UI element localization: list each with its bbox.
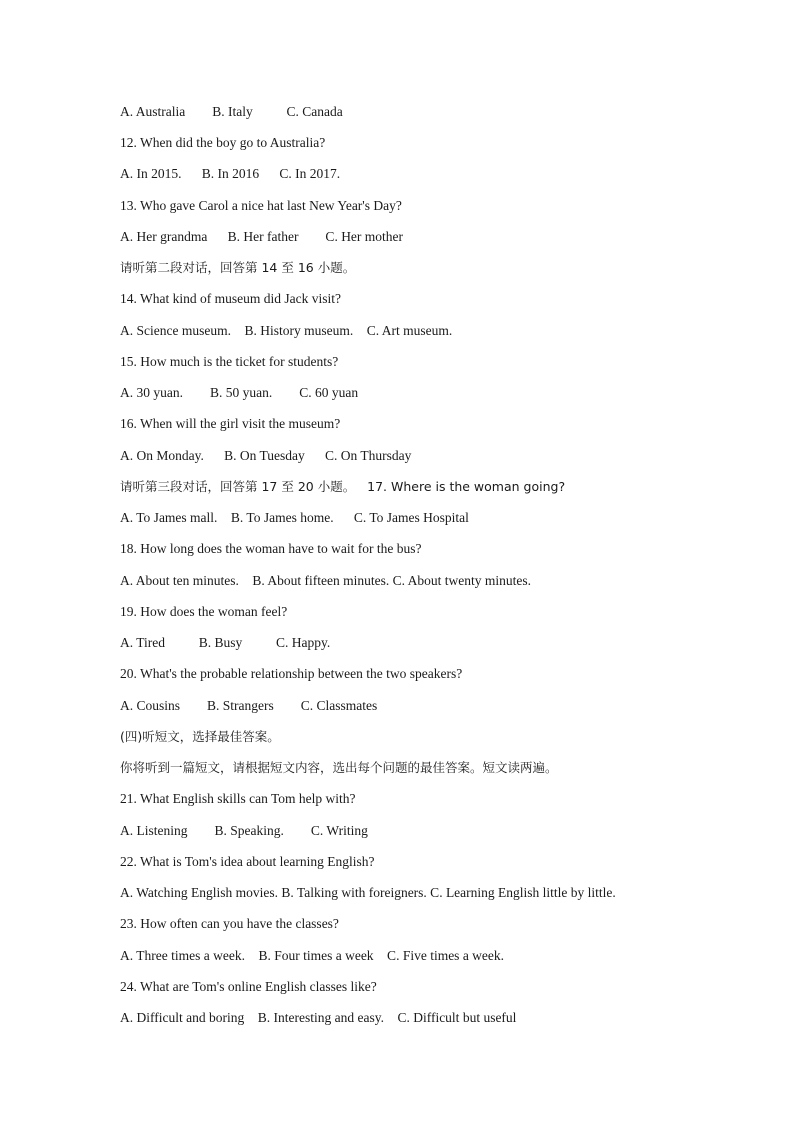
options-line: A. Difficult and boring B. Interesting and easy. C. Difficult but useful [120, 1010, 517, 1025]
options-line: A. In 2015. B. In 2016 C. In 2017. [120, 166, 341, 181]
options-line: A. Cousins B. Strangers C. Classmates [120, 698, 378, 713]
question-line: 16. When will the girl visit the museum? [120, 416, 341, 431]
options-line: A. Listening B. Speaking. C. Writing [120, 823, 368, 838]
section-heading: (四)听短文，选择最佳答案。 [120, 729, 280, 744]
options-line: A. Watching English movies. B. Talking with foreigners. C. Learning English little by little. [120, 885, 616, 900]
question-line: 23. How often can you have the classes? [120, 916, 339, 931]
question-line: 13. Who gave Carol a nice hat last New Year's Day? [120, 198, 402, 213]
options-line: A. Her grandma B. Her father C. Her mother [120, 229, 404, 244]
section-instruction: 请听第三段对话，回答第 17 至 20 小题。 17. Where is the woman going? [120, 479, 566, 494]
options-line: A. Australia B. Italy C. Canada [120, 104, 343, 119]
question-line: 19. How does the woman feel? [120, 604, 288, 619]
question-line: 12. When did the boy go to Australia? [120, 135, 326, 150]
question-line: 15. How much is the ticket for students? [120, 354, 339, 369]
section-instruction: 请听第二段对话，回答第 14 至 16 小题。 [120, 260, 356, 275]
options-line: A. On Monday. B. On Tuesday C. On Thursday [120, 448, 412, 463]
options-line: A. Three times a week. B. Four times a week C. Five times a week. [120, 948, 505, 963]
options-line: A. To James mall. B. To James home. C. To James Hospital [120, 510, 469, 525]
options-line: A. About ten minutes. B. About fifteen minutes. C. About twenty minutes. [120, 573, 531, 588]
section-instruction: 你将听到一篇短文，请根据短文内容，选出每个问题的最佳答案。短文读两遍。 [120, 760, 558, 775]
question-line: 14. What kind of museum did Jack visit? [120, 291, 341, 306]
question-line: 20. What's the probable relationship between the two speakers? [120, 666, 463, 681]
question-line: 21. What English skills can Tom help with? [120, 791, 356, 806]
question-line: 18. How long does the woman have to wait for the bus? [120, 541, 422, 556]
question-line: 22. What is Tom's idea about learning English? [120, 854, 375, 869]
options-line: A. 30 yuan. B. 50 yuan. C. 60 yuan [120, 385, 359, 400]
options-line: A. Tired B. Busy C. Happy. [120, 635, 331, 650]
options-line: A. Science museum. B. History museum. C. Art museum. [120, 323, 453, 338]
question-line: 24. What are Tom's online English classes like? [120, 979, 377, 994]
